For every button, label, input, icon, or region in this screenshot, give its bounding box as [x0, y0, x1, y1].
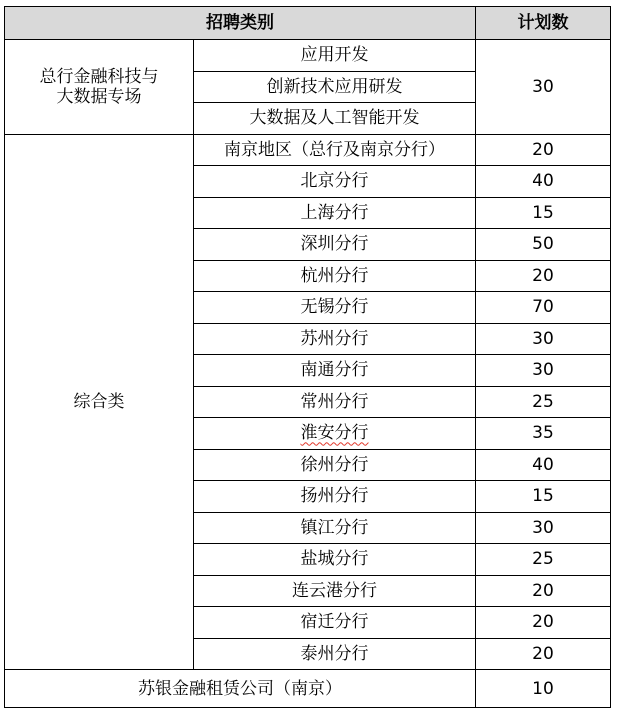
fintech-group-label	[5, 40, 194, 135]
branch-name-text: 淮安分行	[300, 423, 369, 444]
branch-name: 南通分行	[194, 355, 476, 387]
branch-name: 扬州分行	[194, 481, 476, 513]
branch-plan: 40	[476, 449, 611, 481]
branch-name: 连云港分行	[194, 575, 476, 607]
fintech-label-line1: 总行金融科技与	[39, 66, 159, 87]
branch-plan: 25	[476, 544, 611, 576]
branch-plan: 50	[476, 229, 611, 261]
branch-plan: 25	[476, 386, 611, 418]
branch-name: 深圳分行	[194, 229, 476, 261]
branch-name: 杭州分行	[194, 260, 476, 292]
branch-name: 无锡分行	[194, 292, 476, 324]
recruitment-plan-table	[4, 6, 611, 708]
branch-name: 南京地区（总行及南京分行）	[194, 134, 476, 166]
branch-name: 上海分行	[194, 197, 476, 229]
branch-plan: 20	[476, 260, 611, 292]
header-plan: 计划数	[476, 7, 611, 40]
branch-name: 盐城分行	[194, 544, 476, 576]
fintech-item: 创新技术应用研发	[194, 71, 476, 103]
branch-plan: 20	[476, 607, 611, 639]
branch-plan: 40	[476, 166, 611, 198]
branch-plan: 30	[476, 355, 611, 387]
table-row	[5, 670, 611, 708]
leasing-plan: 10	[476, 670, 611, 708]
branch-name: 镇江分行	[194, 512, 476, 544]
branch-name: 常州分行	[194, 386, 476, 418]
branch-plan: 30	[476, 512, 611, 544]
branch-name: 北京分行	[194, 166, 476, 198]
branch-plan: 70	[476, 292, 611, 324]
table-row	[5, 40, 611, 72]
branch-name: 泰州分行	[194, 638, 476, 670]
branch-plan: 15	[476, 197, 611, 229]
fintech-item: 大数据及人工智能开发	[194, 103, 476, 135]
branch-plan: 30	[476, 323, 611, 355]
general-group-label: 综合类	[5, 134, 194, 670]
fintech-label-line2: 大数据专场	[56, 86, 142, 107]
branch-plan: 15	[476, 481, 611, 513]
fintech-item: 应用开发	[194, 40, 476, 72]
branch-plan: 20	[476, 134, 611, 166]
branch-name: 苏州分行	[194, 323, 476, 355]
fintech-plan: 30	[476, 40, 611, 135]
branch-name	[194, 418, 476, 450]
header-row	[5, 7, 611, 40]
branch-name: 徐州分行	[194, 449, 476, 481]
branch-plan: 20	[476, 638, 611, 670]
leasing-label: 苏银金融租赁公司（南京）	[5, 670, 476, 708]
header-category: 招聘类别	[5, 7, 476, 40]
branch-name: 宿迁分行	[194, 607, 476, 639]
table-row	[5, 134, 611, 166]
branch-plan: 20	[476, 575, 611, 607]
branch-plan: 35	[476, 418, 611, 450]
